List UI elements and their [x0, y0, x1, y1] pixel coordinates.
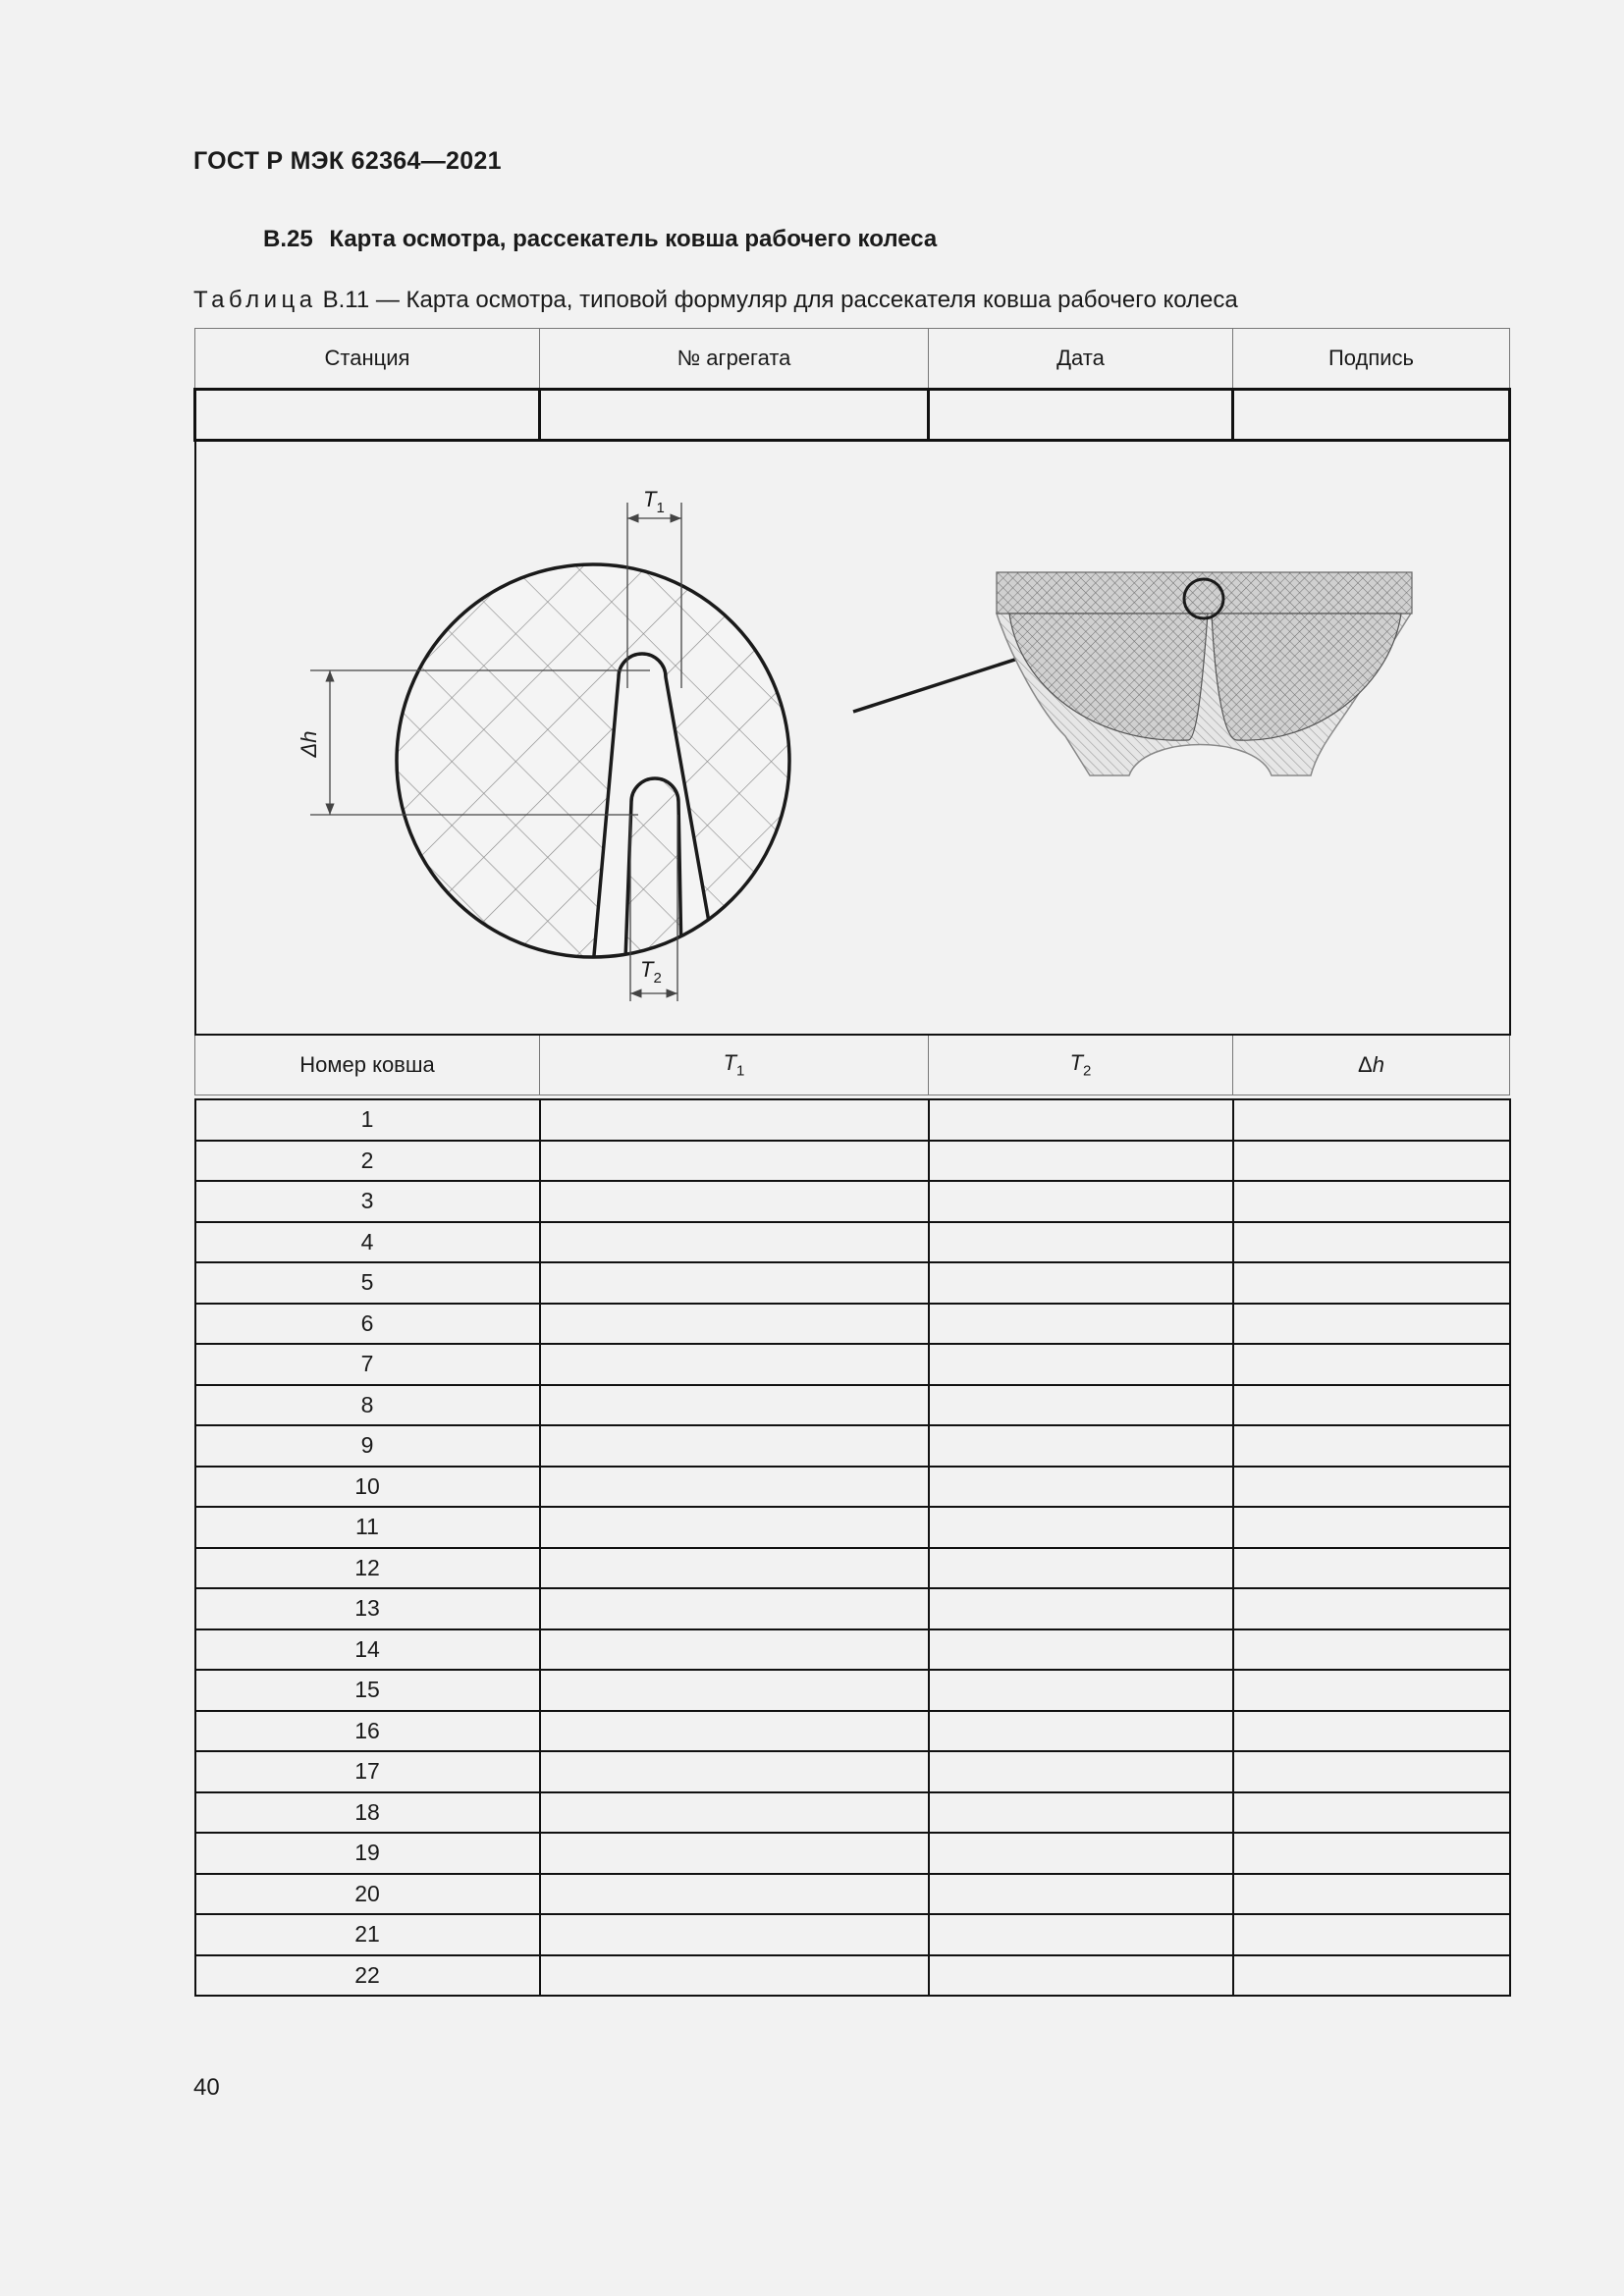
t1-value-cell[interactable]: [540, 1833, 929, 1874]
t2-value-cell[interactable]: [929, 1955, 1233, 1997]
table-caption: [193, 287, 1238, 314]
delta-h-value-cell[interactable]: [1233, 1629, 1510, 1671]
delta-h-value-cell[interactable]: [1233, 1141, 1510, 1182]
header-t2-letter: T: [1069, 1050, 1084, 1076]
t1-value-cell[interactable]: [540, 1425, 929, 1467]
t1-value-cell[interactable]: [540, 1548, 929, 1589]
table-row: [195, 1181, 1510, 1222]
t2-value-cell[interactable]: [929, 1099, 1233, 1141]
station-entry-cell[interactable]: [195, 390, 540, 441]
t1-value-cell[interactable]: [540, 1181, 929, 1222]
delta-h-value-cell[interactable]: [1233, 1588, 1510, 1629]
t1-value-cell[interactable]: [540, 1711, 929, 1752]
t2-value-cell[interactable]: [929, 1629, 1233, 1671]
table-row: [195, 1874, 1510, 1915]
t1-value-cell[interactable]: [540, 1385, 929, 1426]
t1-value-cell[interactable]: [540, 1304, 929, 1345]
header-t2-sub: 2: [1083, 1062, 1092, 1080]
delta-h-value-cell[interactable]: [1233, 1833, 1510, 1874]
t2-value-cell[interactable]: [929, 1711, 1233, 1752]
t2-value-cell[interactable]: [929, 1507, 1233, 1548]
bucket-number-cell: 11: [195, 1507, 540, 1548]
bucket-number-cell: 5: [195, 1262, 540, 1304]
table-caption-text: B.11 — Карта осмотра, типовой формуляр для рассекателя ковша рабочего колеса: [322, 287, 1238, 313]
section-title: [263, 226, 937, 253]
bucket-number-cell: 17: [195, 1751, 540, 1792]
entry-row: [195, 390, 1510, 441]
bucket-number-cell: 18: [195, 1792, 540, 1834]
delta-h-value-cell[interactable]: [1233, 1711, 1510, 1752]
t1-value-cell[interactable]: [540, 1955, 929, 1997]
unit-number-entry-cell[interactable]: [540, 390, 929, 441]
delta-h-value-cell[interactable]: [1233, 1425, 1510, 1467]
header-t2: [929, 1035, 1233, 1095]
t2-value-cell[interactable]: [929, 1425, 1233, 1467]
bucket-number-cell: 16: [195, 1711, 540, 1752]
t2-value-cell[interactable]: [929, 1751, 1233, 1792]
table-row: [195, 1304, 1510, 1345]
header-date: Дата: [929, 329, 1233, 390]
bucket-number-cell: 2: [195, 1141, 540, 1182]
t1-value-cell[interactable]: [540, 1467, 929, 1508]
bucket-number-cell: 7: [195, 1344, 540, 1385]
bucket-number-cell: 13: [195, 1588, 540, 1629]
t2-value-cell[interactable]: [929, 1874, 1233, 1915]
t2-value-cell[interactable]: [929, 1914, 1233, 1955]
bucket-number-cell: 4: [195, 1222, 540, 1263]
magnified-view: [397, 564, 789, 1011]
t1-value-cell[interactable]: [540, 1507, 929, 1548]
table-row: [195, 1670, 1510, 1711]
bucket-number-cell: 21: [195, 1914, 540, 1955]
delta-h-value-cell[interactable]: [1233, 1507, 1510, 1548]
t1-value-cell[interactable]: [540, 1141, 929, 1182]
table-row: [195, 1914, 1510, 1955]
bucket-number-cell: 1: [195, 1099, 540, 1141]
table-row: [195, 1548, 1510, 1589]
header-station: Станция: [195, 329, 540, 390]
delta-h-value-cell[interactable]: [1233, 1222, 1510, 1263]
bucket-number-cell: 10: [195, 1467, 540, 1508]
t1-label: $T_1$: [642, 487, 665, 516]
table-row: [195, 1141, 1510, 1182]
delta-h-value-cell[interactable]: [1233, 1670, 1510, 1711]
delta-h-value-cell[interactable]: [1233, 1099, 1510, 1141]
t2-value-cell[interactable]: [929, 1141, 1233, 1182]
t1-value-cell[interactable]: [540, 1751, 929, 1792]
delta-h-value-cell[interactable]: [1233, 1304, 1510, 1345]
t1-value-cell[interactable]: [540, 1344, 929, 1385]
table-row: [195, 1588, 1510, 1629]
table-row: [195, 1262, 1510, 1304]
bucket-number-cell: 22: [195, 1955, 540, 1997]
delta-h-value-cell[interactable]: [1233, 1467, 1510, 1508]
header-t1-letter: T: [723, 1050, 737, 1076]
bucket-number-cell: 14: [195, 1629, 540, 1671]
bucket-number-cell: 3: [195, 1181, 540, 1222]
t2-value-cell[interactable]: [929, 1792, 1233, 1834]
dh-label: Δh: [296, 730, 321, 758]
table-row: [195, 1467, 1510, 1508]
delta-h-value-cell[interactable]: [1233, 1262, 1510, 1304]
section-number: B.25: [263, 226, 313, 252]
t2-label: $T_2$: [639, 957, 662, 987]
header-dh-prefix: Δ: [1358, 1052, 1373, 1077]
header-t1-sub: 1: [736, 1062, 745, 1080]
inspection-table: [193, 328, 1511, 1997]
t2-value-cell[interactable]: [929, 1588, 1233, 1629]
t1-value-cell[interactable]: [540, 1222, 929, 1263]
header-delta-h: [1233, 1035, 1510, 1095]
bucket-number-cell: 15: [195, 1670, 540, 1711]
bucket-number-cell: 8: [195, 1385, 540, 1426]
t2-value-cell[interactable]: [929, 1385, 1233, 1426]
t2-value-cell[interactable]: [929, 1304, 1233, 1345]
t1-value-cell[interactable]: [540, 1792, 929, 1834]
bucket-section-view: [997, 572, 1412, 775]
delta-h-value-cell[interactable]: [1233, 1792, 1510, 1834]
t2-value-cell[interactable]: [929, 1833, 1233, 1874]
t2-value-cell[interactable]: [929, 1548, 1233, 1589]
delta-h-value-cell[interactable]: [1233, 1385, 1510, 1426]
bucket-number-cell: 12: [195, 1548, 540, 1589]
t2-value-cell[interactable]: [929, 1344, 1233, 1385]
t2-value-cell[interactable]: [929, 1670, 1233, 1711]
splitter-diagram: [196, 442, 1507, 1034]
header-signature: Подпись: [1233, 329, 1510, 390]
table-row: [195, 1099, 1510, 1141]
measurement-rows: [195, 1099, 1510, 1996]
t1-value-cell[interactable]: [540, 1262, 929, 1304]
bucket-number-cell: 20: [195, 1874, 540, 1915]
t2-value-cell[interactable]: [929, 1222, 1233, 1263]
table-row: [195, 1507, 1510, 1548]
column-header-row: [195, 1035, 1510, 1095]
delta-h-value-cell[interactable]: [1233, 1751, 1510, 1792]
bucket-number-cell: 9: [195, 1425, 540, 1467]
t1-value-cell[interactable]: [540, 1588, 929, 1629]
header-bucket-number: Номер ковша: [195, 1035, 540, 1095]
t1-value-cell[interactable]: [540, 1874, 929, 1915]
t1-value-cell[interactable]: [540, 1099, 929, 1141]
figure-cell: [195, 441, 1510, 1036]
delta-h-value-cell[interactable]: [1233, 1181, 1510, 1222]
bucket-number-cell: 19: [195, 1833, 540, 1874]
signature-entry-cell[interactable]: [1233, 390, 1510, 441]
table-row: [195, 1344, 1510, 1385]
figure-row: [195, 441, 1510, 1036]
t2-value-cell[interactable]: [929, 1262, 1233, 1304]
table-row: [195, 1955, 1510, 1997]
page-number: 40: [193, 2074, 220, 2101]
t1-value-cell[interactable]: [540, 1670, 929, 1711]
bucket-number-cell: 6: [195, 1304, 540, 1345]
header-row: [195, 329, 1510, 390]
header-unit-number: № агрегата: [540, 329, 929, 390]
date-entry-cell[interactable]: [929, 390, 1233, 441]
t2-value-cell[interactable]: [929, 1467, 1233, 1508]
delta-h-value-cell[interactable]: [1233, 1874, 1510, 1915]
delta-h-value-cell[interactable]: [1233, 1914, 1510, 1955]
table-row: [195, 1629, 1510, 1671]
table-row: [195, 1425, 1510, 1467]
table-row: [195, 1751, 1510, 1792]
table-row: [195, 1385, 1510, 1426]
table-caption-label: Таблица: [193, 287, 317, 313]
delta-h-value-cell[interactable]: [1233, 1548, 1510, 1589]
table-row: [195, 1792, 1510, 1834]
delta-h-value-cell[interactable]: [1233, 1955, 1510, 1997]
delta-h-value-cell[interactable]: [1233, 1344, 1510, 1385]
table-row: [195, 1711, 1510, 1752]
table-row: [195, 1222, 1510, 1263]
table-row: [195, 1833, 1510, 1874]
header-t1: [540, 1035, 929, 1095]
section-title-text: Карта осмотра, рассекатель ковша рабочего колеса: [329, 226, 938, 252]
header-dh-var: h: [1372, 1052, 1384, 1077]
t1-value-cell[interactable]: [540, 1629, 929, 1671]
document-code: ГОСТ Р МЭК 62364—2021: [193, 147, 502, 175]
t1-value-cell[interactable]: [540, 1914, 929, 1955]
t2-value-cell[interactable]: [929, 1181, 1233, 1222]
